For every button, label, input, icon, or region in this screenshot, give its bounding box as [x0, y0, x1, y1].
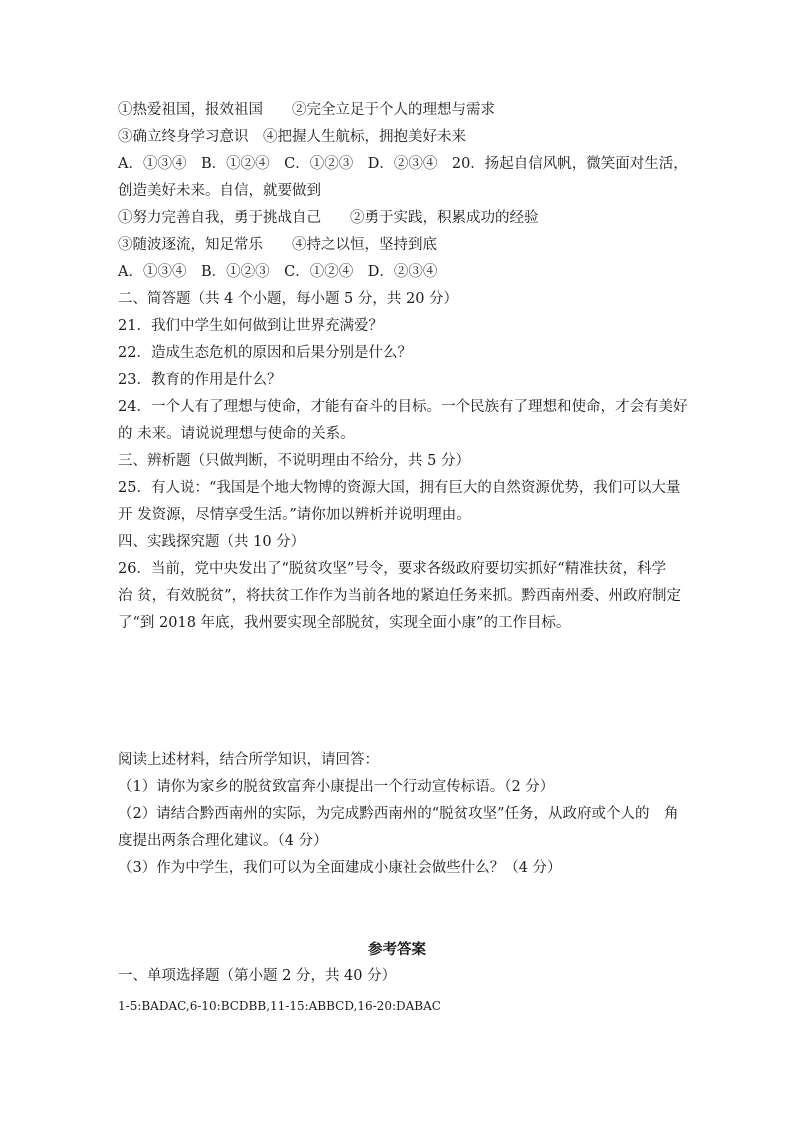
question-21: 21．我们中学生如何做到让世界充满爱？	[118, 318, 383, 334]
question-24: 24．一个人有了理想与使命，才能有奋斗的目标。一个民族有了理想和使命，才会有美好	[118, 399, 688, 415]
question-20-continued: 创造美好未来。自信，就要做到	[118, 183, 321, 199]
question-25-continued: 开 发资源，尽情享受生活。”请你加以辨析并说明理由。	[118, 507, 471, 523]
option-line-4: ③随波逐流，知足常乐 ④持之以恒，坚持到底	[118, 237, 437, 253]
section-heading-short-answer: 二、简答题（共 4 个小题，每小题 5 分，共 20 分）	[118, 291, 459, 307]
question-22: 22．造成生态危机的原因和后果分别是什么？	[118, 345, 412, 361]
option-line-2: ③确立终身学习意识 ④把握人生航标，拥抱美好未来	[118, 129, 466, 145]
answer-section-heading: 一、单项选择题（第小题 2 分，共 40 分）	[118, 968, 397, 984]
question-26-continued-1: 治 贫，有效脱贫”，将扶贫工作作为当前各地的紧迫任务来抓。黔西南州委、州政府制定	[118, 588, 682, 604]
choices-20: A．①③④ B．①②③ C．①②④ D．②③④	[118, 264, 438, 280]
question-26: 26．当前，党中央发出了“脱贫攻坚”号令，要求各级政府要切实抓好“精准扶贫，科学	[118, 561, 667, 577]
question-26-continued-2: 了“到 2018 年底，我州要实现全部脱贫，实现全面小康”的工作目标。	[118, 615, 571, 631]
answer-title: 参考答案	[368, 941, 426, 958]
question-23: 23．教育的作用是什么？	[118, 372, 282, 388]
option-line-3: ①努力完善自我，勇于挑战自己 ②勇于实践，积累成功的经验	[118, 210, 539, 226]
question-24-continued: 的 未来。请说说理想与使命的关系。	[118, 426, 355, 442]
sub-question-2-continued: 度提出两条合理化建议。（4 分）	[118, 833, 328, 849]
section-heading-practice: 四、实践探究题（共 10 分）	[118, 534, 306, 550]
answer-keys: 1-5:BADAC,6-10:BCDBB,11-15:ABBCD,16-20:DABAC	[118, 999, 441, 1013]
reading-instruction: 阅读上述材料，结合所学知识，请回答：	[118, 752, 379, 768]
question-25: 25．有人说：“我国是个地大物博的资源大国，拥有巨大的自然资源优势，我们可以大量	[118, 480, 681, 496]
sub-question-1: （1）请你为家乡的脱贫致富奔小康提出一个行动宣传标语。（2 分）	[118, 779, 555, 795]
choices-19-and-question-20: A．①③④ B．①②④ C．①②③ D．②③④ 20．扬起自信风帆，微笑面对生活，	[118, 156, 688, 172]
option-line-1: ①热爱祖国，报效祖国 ②完全立足于个人的理想与需求	[118, 102, 495, 118]
sub-question-2: （2）请结合黔西南州的实际，为完成黔西南州的“脱贫攻坚”任务，从政府或个人的 角	[118, 806, 679, 822]
sub-question-3: （3）作为中学生，我们可以为全面建成小康社会做些什么？（4 分）	[118, 860, 562, 876]
section-heading-analysis: 三、辨析题（只做判断，不说明理由不给分，共 5 分）	[118, 453, 470, 469]
